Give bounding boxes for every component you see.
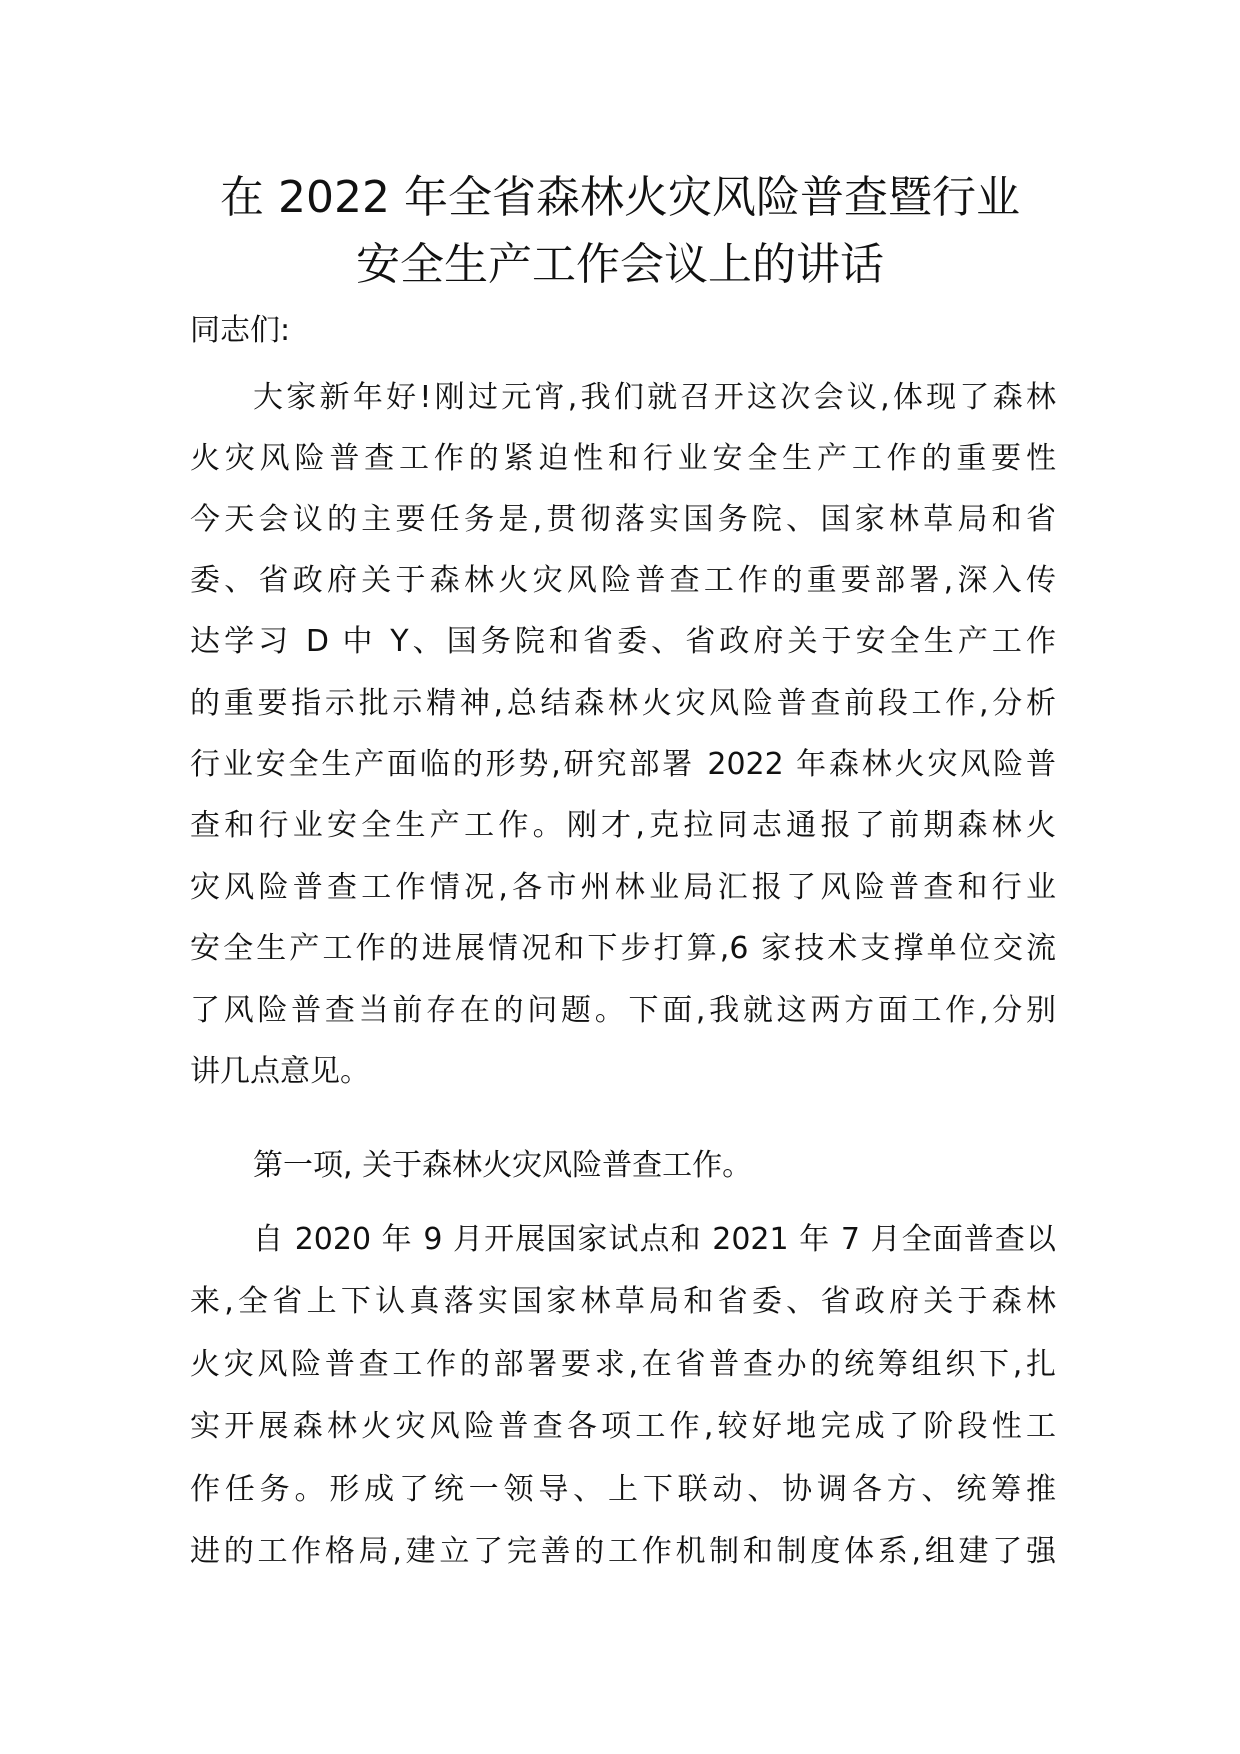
body-line: 进的工作格局,建立了完善的工作机制和制度体系,组建了强 xyxy=(190,1534,1056,1569)
document-title-line-2: 安全生产工作会议上的讲话 xyxy=(356,239,884,290)
document-title-line-1: 在 2022 年全省森林火灾风险普查暨行业 xyxy=(220,172,1020,223)
body-line: 灾风险普查工作情况,各市州林业局汇报了风险普查和行业 xyxy=(190,870,1056,905)
body-line: 今天会议的主要任务是,贯彻落实国务院、国家林草局和省 xyxy=(190,502,1056,537)
body-line: 来,全省上下认真落实国家林草局和省委、省政府关于森林 xyxy=(190,1284,1056,1319)
body-line: 火灾风险普查工作的紧迫性和行业安全生产工作的重要性 xyxy=(190,441,1056,476)
body-line: 自 2020 年 9 月开展国家试点和 2021 年 7 月全面普查以 xyxy=(253,1222,1056,1257)
body-line: 大家新年好!刚过元宵,我们就召开这次会议,体现了森林 xyxy=(253,380,1056,415)
body-line: 火灾风险普查工作的部署要求,在省普查办的统筹组织下,扎 xyxy=(190,1347,1056,1382)
body-line: 达学习 D 中 Y、国务院和省委、省政府关于安全生产工作 xyxy=(190,624,1056,659)
body-line: 讲几点意见。 xyxy=(190,1054,370,1089)
section-heading: 第一项, 关于森林火灾风险普查工作。 xyxy=(253,1148,753,1183)
body-line: 实开展森林火灾风险普查各项工作,较好地完成了阶段性工 xyxy=(190,1409,1056,1444)
body-line: 的重要指示批示精神,总结森林火灾风险普查前段工作,分析 xyxy=(190,686,1056,721)
body-line: 了风险普查当前存在的问题。下面,我就这两方面工作,分别 xyxy=(190,993,1056,1028)
body-line: 行业安全生产面临的形势,研究部署 2022 年森林火灾风险普 xyxy=(190,747,1056,782)
salutation: 同志们: xyxy=(190,313,291,348)
body-line: 委、省政府关于森林火灾风险普查工作的重要部署,深入传 xyxy=(190,563,1056,598)
body-line: 作任务。形成了统一领导、上下联动、协调各方、统筹推 xyxy=(190,1472,1056,1507)
body-line: 查和行业安全生产工作。刚才,克拉同志通报了前期森林火 xyxy=(190,808,1056,843)
body-line: 安全生产工作的进展情况和下步打算,6 家技术支撑单位交流 xyxy=(190,931,1056,966)
